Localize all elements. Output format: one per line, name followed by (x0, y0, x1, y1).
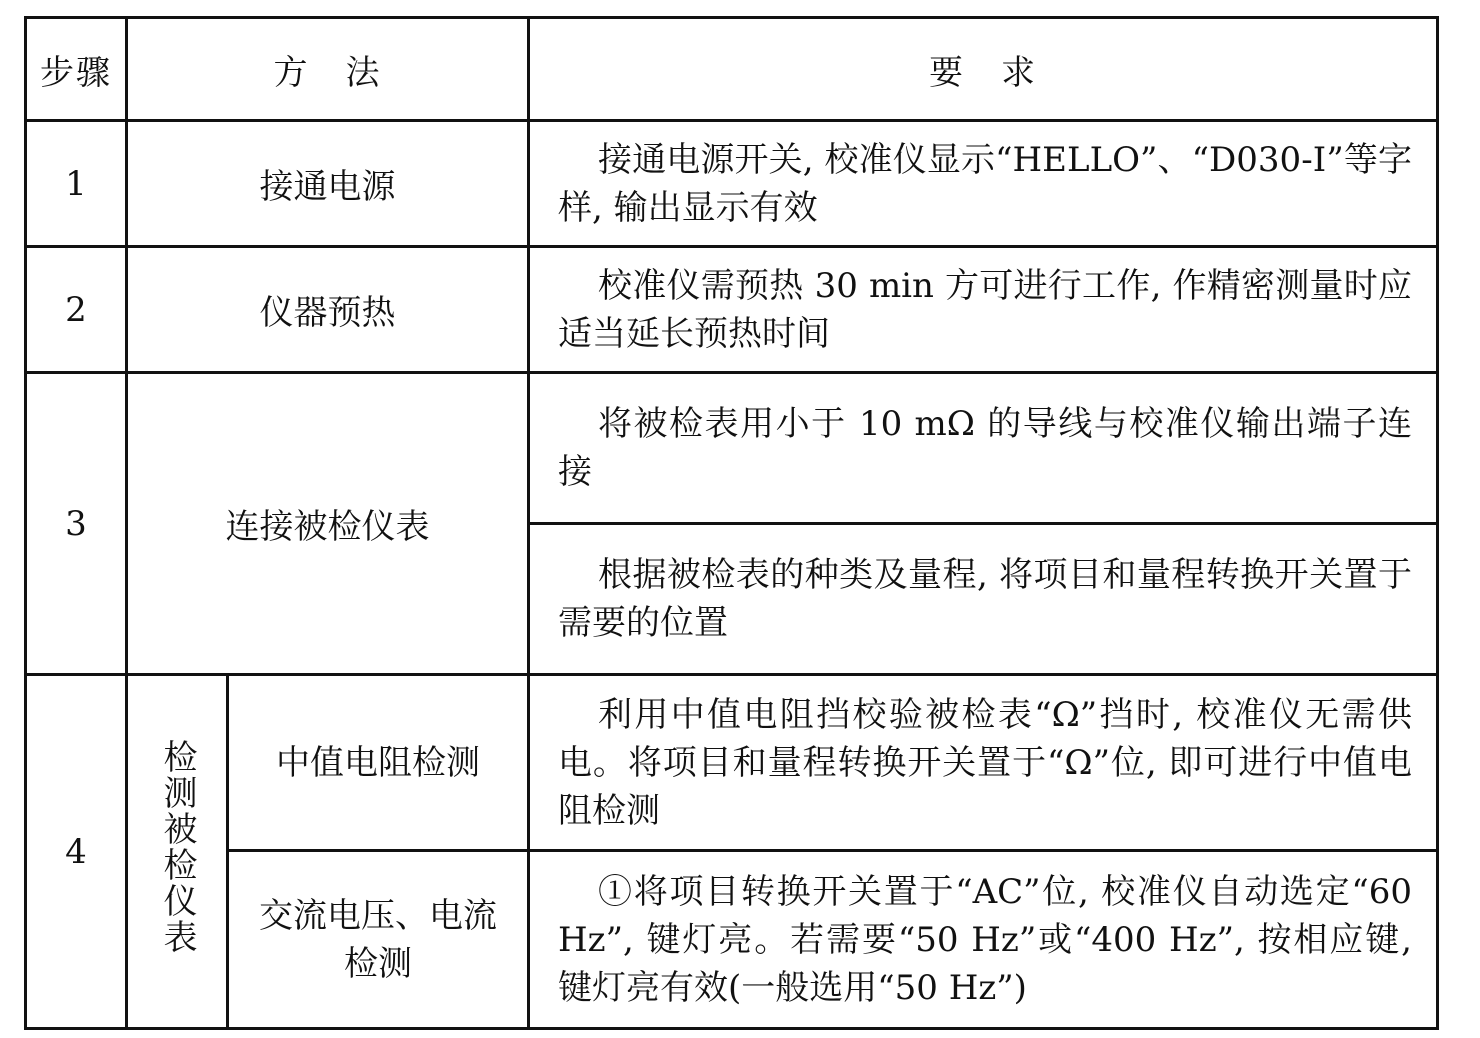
header-row (26, 18, 1438, 121)
requirement-cell: 接通电源开关, 校准仪显示“HELLO”、“D030-Ⅰ”等字样, 输出显示有效 (529, 121, 1438, 247)
header-method: 方 法 (127, 18, 529, 121)
table-row (26, 121, 1438, 247)
table-row (26, 373, 1438, 524)
header-step: 步骤 (26, 18, 127, 121)
requirement-cell: ①将项目转换开关置于“AC”位, 校准仪自动选定“60 Hz”, 键灯亮。若需要“50 Hz”或“400 Hz”, 按相应键, 键灯亮有效(一般选用“50 Hz”) (529, 851, 1438, 1029)
table-row (26, 247, 1438, 373)
table-row (26, 851, 1438, 1029)
method-cell: 接通电源 (127, 121, 529, 247)
requirement-cell: 根据被检表的种类及量程, 将项目和量程转换开关置于需要的位置 (529, 524, 1438, 675)
requirement-cell: 校准仪需预热 30 min 方可进行工作, 作精密测量时应适当延长预热时间 (529, 247, 1438, 373)
group-cell (127, 675, 228, 1029)
step-number: 4 (26, 675, 127, 1029)
requirement-cell: 将被检表用小于 10 mΩ 的导线与校准仪输出端子连接 (529, 373, 1438, 524)
procedure-table (24, 16, 1439, 1030)
step-number: 2 (26, 247, 127, 373)
group-label: 检测被检仪表 (157, 739, 197, 955)
requirement-cell: 利用中值电阻挡校验被检表“Ω”挡时, 校准仪无需供电。将项目和量程转换开关置于“Ω”位, 即可进行中值电阻检测 (529, 675, 1438, 851)
step-number: 1 (26, 121, 127, 247)
sub-method-cell: 交流电压、电流检测 (228, 851, 529, 1029)
sub-method-cell: 中值电阻检测 (228, 675, 529, 851)
table-row (26, 675, 1438, 851)
method-cell: 连接被检仪表 (127, 373, 529, 675)
method-cell: 仪器预热 (127, 247, 529, 373)
header-requirement: 要 求 (529, 18, 1438, 121)
step-number: 3 (26, 373, 127, 675)
